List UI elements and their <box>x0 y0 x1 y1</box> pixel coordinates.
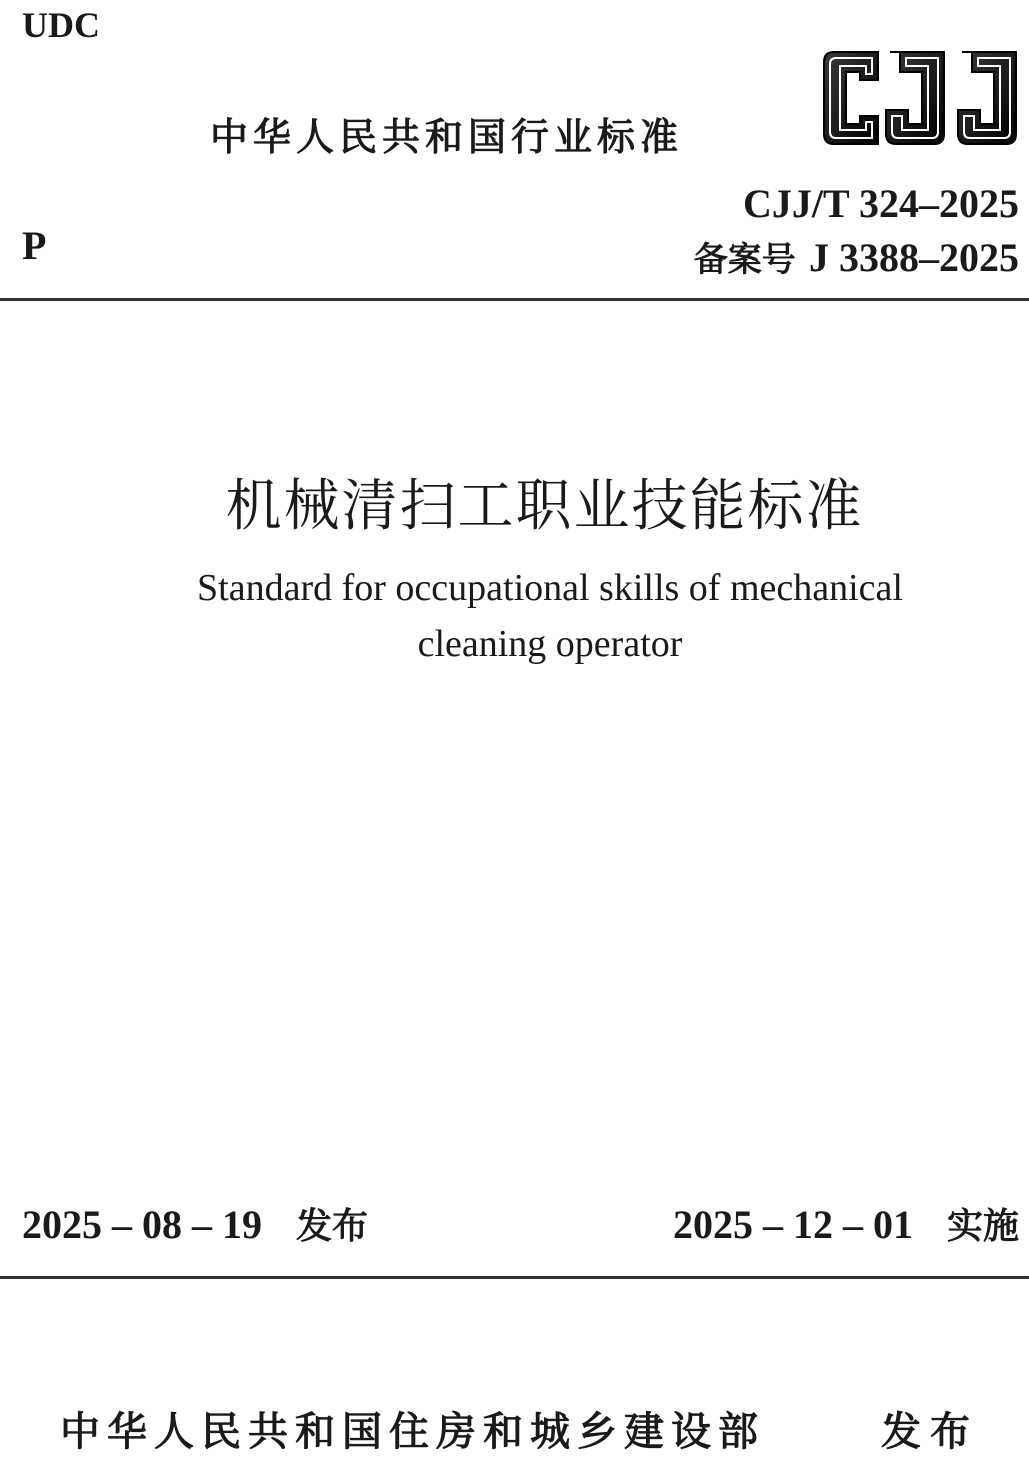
english-title <box>90 560 1010 672</box>
bottom-divider <box>0 1276 1029 1279</box>
udc-label: UDC <box>22 5 100 45</box>
chinese-title: 机械清扫工职业技能标准 <box>225 474 864 539</box>
english-title-line-1: Standard for occupational skills of mechanical <box>197 567 903 609</box>
implement-label: 实施 <box>946 1206 1019 1247</box>
industry-standard-heading: 中华人民共和国行业标准 <box>210 115 684 159</box>
publisher-name: 中华人民共和国住房和城乡建设部 <box>60 1409 765 1455</box>
implement-date-group <box>673 1198 1019 1249</box>
issue-date-group <box>22 1198 368 1249</box>
record-number-line <box>694 232 1019 281</box>
top-divider <box>0 298 1029 301</box>
publish-label: 发布 <box>881 1409 979 1455</box>
implement-date: 2025 – 12 – 01 <box>672 1202 913 1247</box>
cjj-logo <box>820 44 1020 152</box>
issue-label: 发布 <box>296 1206 369 1247</box>
standard-number: CJJ/T 324–2025 <box>743 181 1019 226</box>
record-label: 备案号 <box>693 240 796 280</box>
issue-date: 2025 – 08 – 19 <box>22 1202 262 1247</box>
record-number: J 3388–2025 <box>809 235 1019 280</box>
classification-letter: P <box>22 223 47 268</box>
english-title-line-2: cleaning operator <box>417 623 683 665</box>
